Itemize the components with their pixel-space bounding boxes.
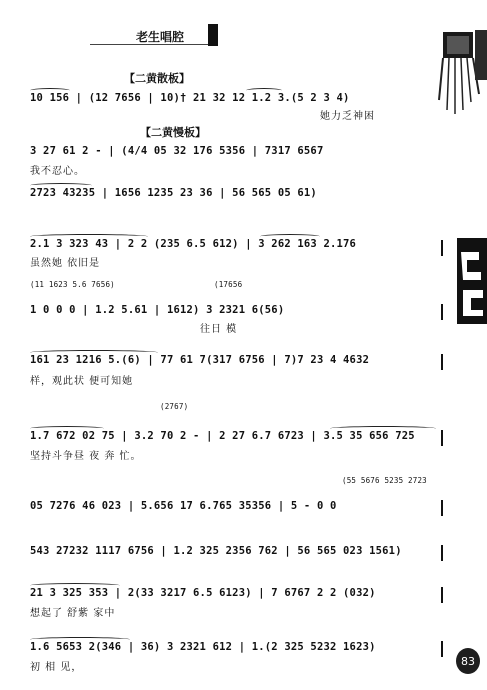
notation-row: 1.7 672 02 75 | 3.2 70 2 - | 2 27 6.7 6723 | 3.5 35 656 725 (30, 430, 415, 442)
chapter-side-tab (449, 238, 487, 324)
lyric-row: 初 相 见， (30, 662, 83, 673)
bar-line (441, 354, 443, 370)
tie-mark (30, 426, 104, 431)
lyric-row: 样，观此状 便可知她 (30, 376, 134, 387)
bar-line (441, 430, 443, 446)
tie-mark (30, 583, 120, 588)
small-notation: (11 1623 5.6 7656) (30, 280, 115, 289)
lyric-row: 想起了 舒紫 家中 (30, 608, 116, 619)
notation-row: 05 7276 46 023 | 5.656 17 6.765 35356 | 5 - 0 0 (30, 500, 337, 512)
notation-row: 161 23 1216 5.(6) | 77 61 7(317 6756 | 7)7 23 4 4632 (30, 354, 370, 366)
header-block (208, 24, 218, 46)
bar-line (441, 587, 443, 603)
notation-row: 21 3 325 353 | 2(33 3217 6.5 6123) | 7 6767 2 2 (032) (30, 587, 376, 599)
bar-line (441, 500, 443, 516)
tie-mark (330, 426, 436, 431)
lyric-row: 往日 模 (200, 324, 238, 335)
small-notation: (2767) (160, 402, 189, 411)
lyric-row: 虽然她 依旧是 (30, 258, 101, 269)
section-tag-manban: 【二黄慢板】 (140, 126, 206, 139)
lyric-row: 我不忍心。 (30, 166, 85, 177)
tie-mark (30, 637, 130, 642)
lyric-row: 坚持斗争昼 夜 奔 忙。 (30, 451, 142, 462)
bar-line (441, 545, 443, 561)
small-notation: (17656 (214, 280, 243, 289)
small-notation: (55 5676 5235 2723 (342, 476, 427, 485)
tie-mark (260, 234, 320, 239)
section-tag-sanban: 【二黄散板】 (124, 72, 190, 85)
notation-row: 3 27 61 2 - | (4/4 05 32 176 5356 | 7317 6567 (30, 145, 324, 157)
bar-line (441, 240, 443, 256)
notation-row: 1 0 0 0 | 1.2 5.61 | 1612) 3 2321 6(56) (30, 304, 285, 316)
tie-mark (30, 183, 92, 188)
notation-row: 2723 43235 | 1656 1235 23 36 | 56 565 05 61) (30, 187, 317, 199)
page-header-title: 老生唱腔 (136, 30, 185, 44)
notation-row: 543 27232 1117 6756 | 1.2 325 2356 762 | 56 565 023 1561) (30, 545, 402, 557)
lyric-row: 她力乏神困 (320, 111, 375, 122)
bar-line (441, 641, 443, 657)
notation-row: 10 156 | (12 7656 | 10)† 21 32 12 1.2 3.(5 2 3 4) (30, 92, 350, 104)
bar-line (441, 304, 443, 320)
tie-mark (246, 88, 282, 93)
notation-row: 1.6 5653 2(346 | 36) 3 2321 612 | 1.(2 325 5232 1623) (30, 641, 376, 653)
notation-row: 2.1 3 323 43 | 2 2 (235 6.5 612) | 3 262 163 2.176 (30, 238, 357, 250)
tie-mark (30, 234, 148, 239)
page-number: 83 (456, 648, 480, 674)
tie-mark (30, 88, 70, 93)
header-rule (90, 44, 208, 45)
tie-mark (30, 350, 158, 355)
lantern-illustration (437, 30, 487, 120)
